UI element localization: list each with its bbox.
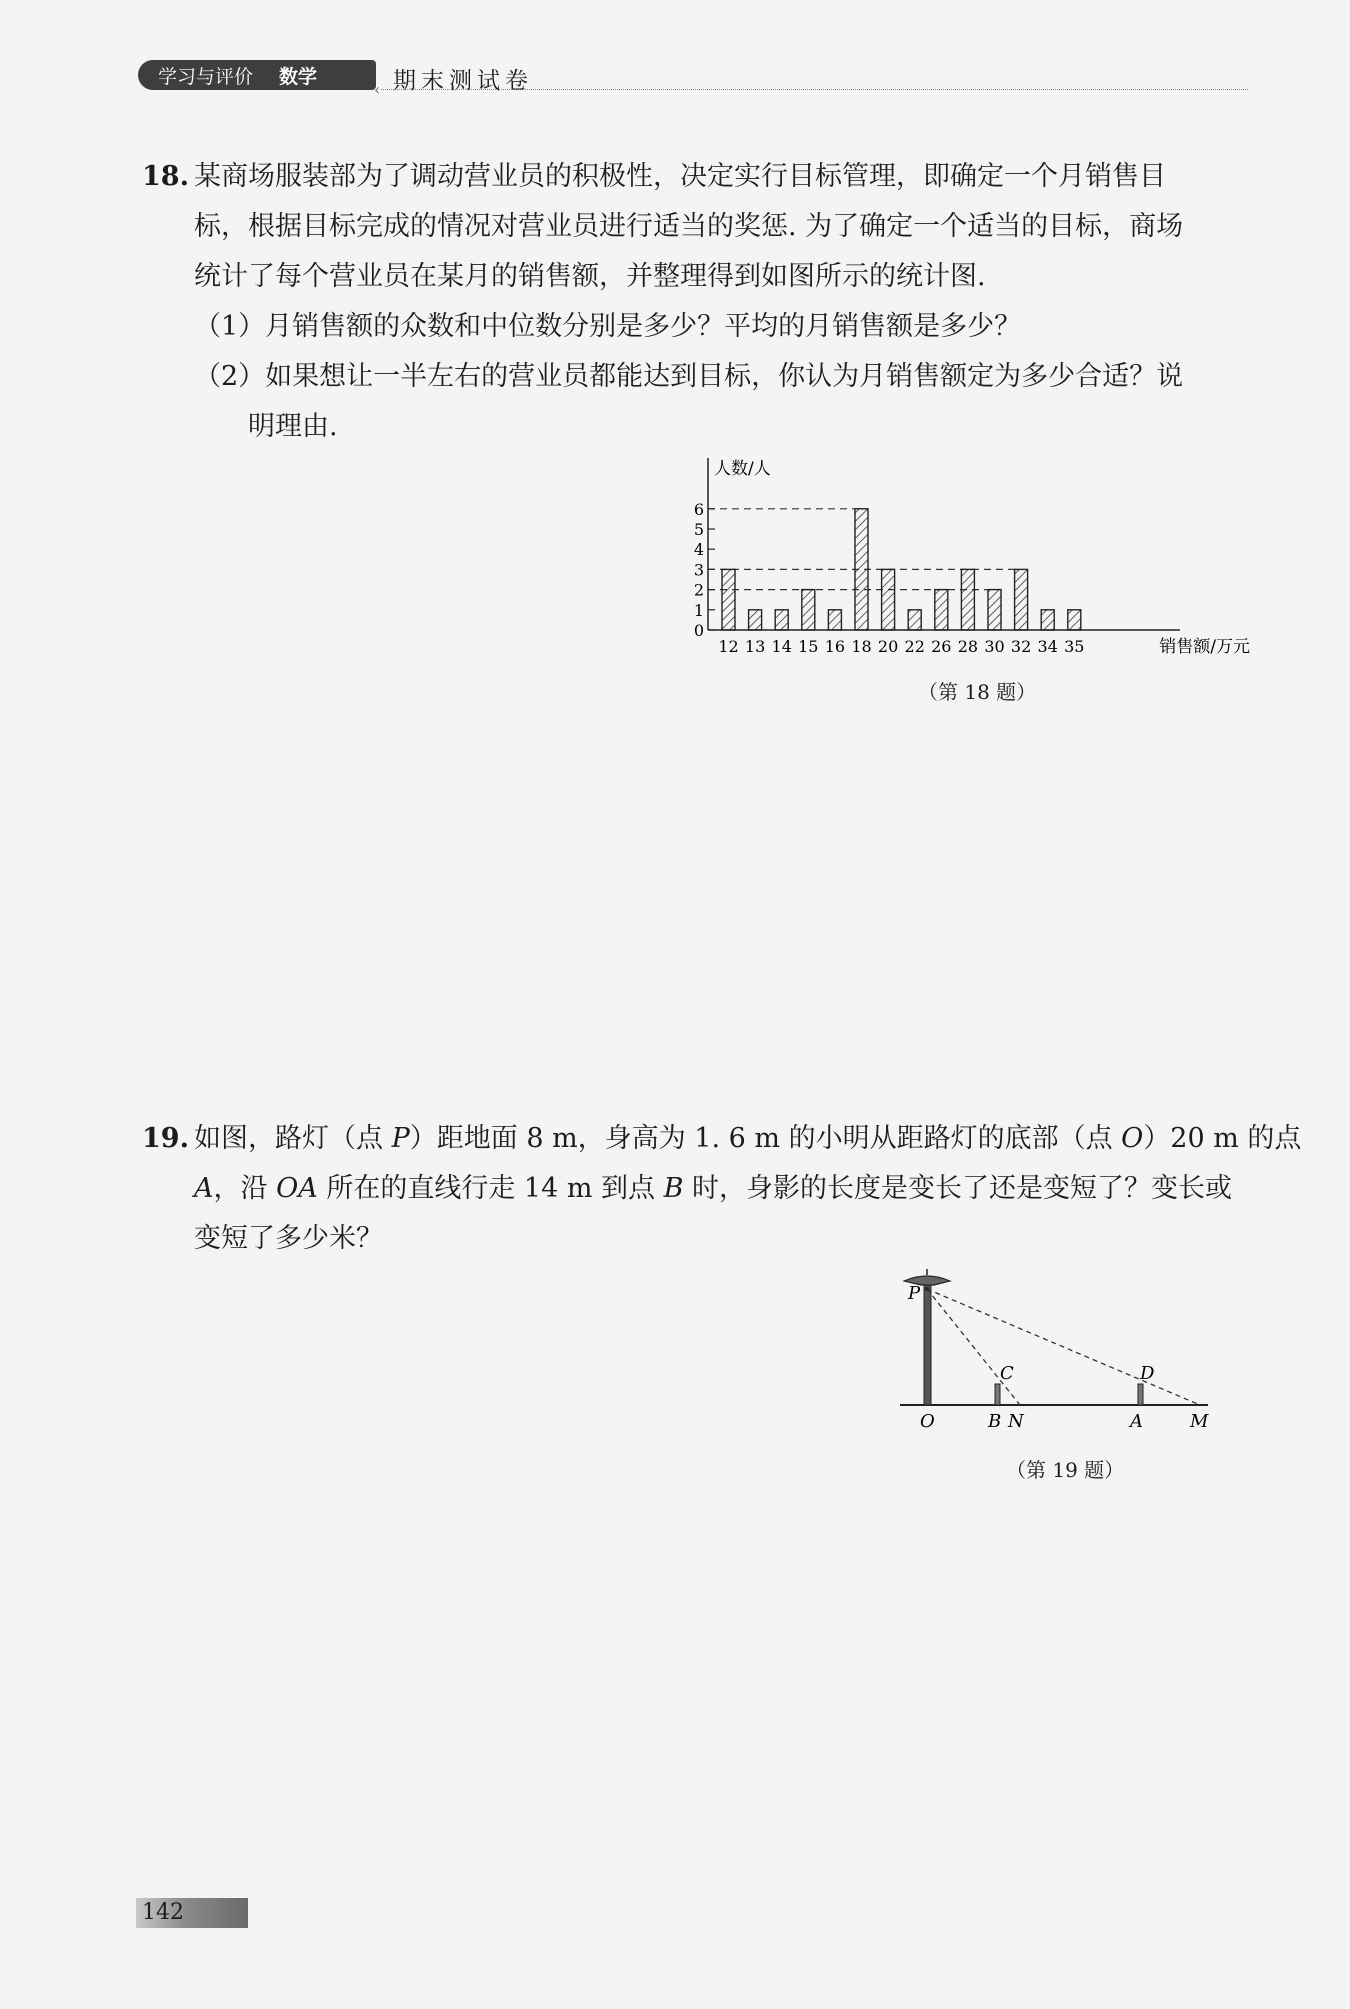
bar <box>749 610 762 630</box>
text-run: 如图，路灯（点 <box>194 1123 392 1154</box>
variable: O <box>1121 1123 1144 1154</box>
label-D: D <box>1140 1363 1155 1384</box>
subject-name: 数学 <box>279 65 318 88</box>
x-axis-label: 销售额/万元 <box>1159 637 1250 657</box>
label-N: N <box>1008 1411 1024 1432</box>
y-tick-label: 0 <box>693 621 704 640</box>
x-tick-label: 32 <box>1010 637 1032 656</box>
text-run: 变短了多少米？ <box>194 1223 383 1254</box>
text-run: ）20 m 的点 <box>1143 1123 1302 1154</box>
bar <box>961 569 974 630</box>
label-A: A <box>1130 1411 1143 1432</box>
question-number: 19. <box>142 1123 189 1154</box>
ray-to-M <box>927 1289 1200 1405</box>
text-run: 所在的直线行走 14 m 到点 <box>317 1173 664 1204</box>
question-18 <box>142 152 1250 452</box>
x-tick-label: 28 <box>957 637 979 656</box>
variable: P <box>391 1123 410 1154</box>
page-header <box>138 58 1248 99</box>
figure-caption-18: （第 18 题） <box>918 680 1037 704</box>
y-tick-label: 2 <box>693 580 704 600</box>
x-tick-label: 14 <box>771 637 792 656</box>
series-name: 学习与评价 <box>158 65 254 88</box>
arrow-left-icon: ‹ <box>374 80 381 99</box>
x-tick-label: 13 <box>744 637 766 656</box>
sub-question-1: （1）月销售额的众数和中位数分别是多少？平均的月销售额是多少？ <box>194 311 1022 342</box>
header-divider <box>381 89 1248 90</box>
label-C: C <box>1000 1363 1014 1384</box>
text-run: 时，身影的长度是变长了还是变短了？变长或 <box>683 1173 1233 1204</box>
x-tick-label: 30 <box>984 637 1005 656</box>
y-tick-label: 3 <box>693 560 704 580</box>
bar <box>828 610 841 630</box>
ray-to-N <box>927 1289 1020 1405</box>
x-tick-label: 34 <box>1037 637 1058 656</box>
y-tick-label: 4 <box>693 540 704 560</box>
question-text-line: 标，根据目标完成的情况对营业员进行适当的奖惩. 为了确定一个适当的目标，商场 <box>194 211 1184 242</box>
question-text-line: 统计了每个营业员在某月的销售额，并整理得到如图所示的统计图. <box>194 261 986 292</box>
label-P: P <box>908 1283 921 1304</box>
bar <box>855 509 868 630</box>
text-run: ）距地面 8 m，身高为 1. 6 m 的小明从距路灯的底部（点 <box>409 1123 1122 1154</box>
question-text-line <box>142 1214 1250 1264</box>
variable: A <box>194 1173 214 1204</box>
bar <box>802 590 815 630</box>
x-tick-label: 35 <box>1064 637 1085 656</box>
x-tick-label: 12 <box>718 637 739 656</box>
bar <box>935 590 948 630</box>
question-text-line: 某商场服装部为了调动营业员的积极性，决定实行目标管理，即确定一个月销售目 <box>194 161 1166 192</box>
x-tick-label: 18 <box>851 637 872 656</box>
lamp-post <box>924 1285 931 1405</box>
question-19 <box>142 1114 1302 1264</box>
variable: OA <box>276 1173 318 1204</box>
bar <box>722 569 735 630</box>
bar <box>908 610 921 630</box>
page-number-tab <box>136 1898 248 1928</box>
text-run: ，沿 <box>213 1173 277 1204</box>
person-at-B <box>995 1384 1000 1405</box>
label-B: B <box>988 1411 1002 1432</box>
x-tick-label: 20 <box>877 637 899 656</box>
x-tick-label: 15 <box>798 637 819 656</box>
y-tick-label: 6 <box>693 499 704 519</box>
page-number: 142 <box>142 1900 184 1925</box>
book-badge <box>138 60 376 90</box>
bar <box>882 569 895 630</box>
sub-question-2-continuation: 明理由. <box>248 411 338 442</box>
question-text-line <box>142 1164 1250 1214</box>
y-tick-label: 1 <box>693 600 704 620</box>
figure-caption-19: （第 19 题） <box>1006 1458 1125 1482</box>
x-tick-label: 26 <box>931 637 952 656</box>
section-title: 期末测试卷 <box>393 68 533 94</box>
streetlight-diagram <box>890 1265 1230 1440</box>
question-number: 18. <box>142 161 189 192</box>
label-O: O <box>920 1411 935 1432</box>
y-tick-label: 5 <box>693 520 704 539</box>
x-tick-label: 16 <box>824 637 846 656</box>
x-tick-label: 22 <box>904 637 925 656</box>
sales-bar-chart <box>680 450 1260 680</box>
bar <box>1068 610 1081 630</box>
bar <box>1041 610 1054 630</box>
person-at-A <box>1138 1384 1143 1405</box>
bar <box>1015 569 1028 630</box>
bar <box>988 590 1001 630</box>
label-M: M <box>1190 1411 1209 1432</box>
question-text-line <box>142 1114 1302 1164</box>
sub-question-2: （2）如果想让一半左右的营业员都能达到目标，你认为月销售额定为多少合适？说 <box>194 361 1184 392</box>
y-axis-label: 人数/人 <box>714 459 771 479</box>
variable: B <box>663 1173 684 1204</box>
bar <box>775 610 788 630</box>
